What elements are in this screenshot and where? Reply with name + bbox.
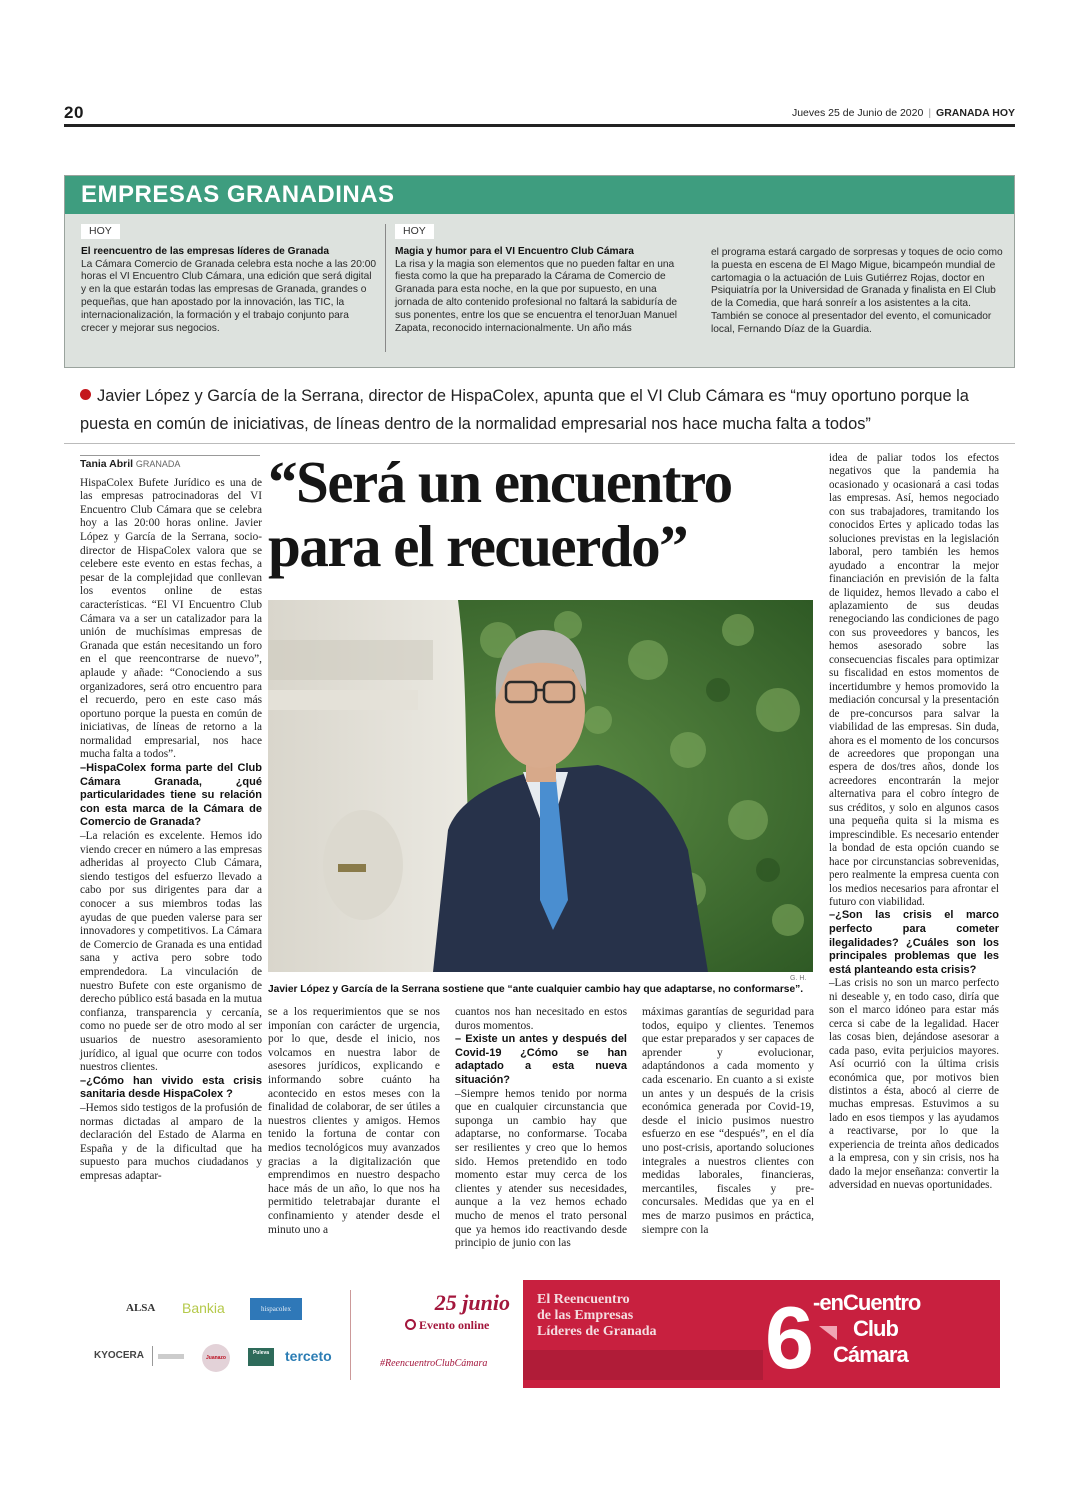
edition-number: 6 (765, 1288, 814, 1387)
paragraph: máximas garantías de seguridad para todos, equipo y clientes. Tenemos que estar preparados y ser capaces de aprender y evolucionar, adaptándonos a cada momento y cada escenario. En cuanto a si existe un antes y un después de la crisis económica generada por Covid-19, desde el inicio pusimos nuestro esfuerzo en ese “después”, en el día uno post-crisis, aportando soluciones integrales a nuestros clientes con medidas laborales, financieras, mercantiles, fiscales y pre-concursales. Medidas que ya en el mes de marzo pusimos en práctica, siempre con la (642, 1006, 814, 1236)
sponsor-logo-juanazo: Juanazo (202, 1344, 230, 1372)
byline-author: Tania Abril (80, 458, 134, 470)
photo-caption: Javier López y García de la Serrana sostiene que “ante cualquier cambio hay que adaptarse, no conformarse”. (268, 984, 804, 995)
event-brand-logo (813, 1290, 920, 1368)
byline (80, 458, 262, 472)
interview-answer: –Siempre hemos tenido por norma que en cualquier circunstancia que suponga un cambio hay que adaptarse, no conformarse. Tocaba ser resilientes y creo que lo hemos sido. Hemos pretendido en todo momento estar muy cerca de los clientes y atender sus necesidades, aunque a la vez hemos echado mucho de menos el trato personal que ya hemos ido reactivando desde principio de junio con las (455, 1087, 627, 1250)
globe-icon (405, 1319, 416, 1330)
lead-rule (64, 443, 1015, 444)
article-column-2 (268, 1006, 440, 1237)
bullet-icon (80, 389, 91, 400)
lead-text: Javier López y García de la Serrana, director de HispaColex, apunta que el VI Club Cámara es “muy oportuno porque la puesta en común de iniciativas, de líneas dentro de la normalidad empresarial nos hace mucha falta a todos” (80, 387, 969, 433)
event-type-label: Evento online (419, 1318, 490, 1332)
interview-question: –HispaColex forma parte del Club Cámara Granada, ¿qué particularidades tiene su relación con esta marca de la Cámara de Comercio de Granada? (80, 762, 262, 829)
advertisement[interactable] (80, 1278, 1000, 1390)
brief-title: Magia y humor para el VI Encuentro Club Cámara (395, 245, 634, 257)
section-briefs-box (64, 175, 1015, 368)
interview-answer: –La relación es excelente. Hemos ido viendo crecer en número a las empresas adheridas al proyecto Club Cámara, siendo testigos del esfuerzo llevado a cabo por sus dirigentes para dar a conocer a sus miembros todas las ayudas de que pueden valerse para ser innovadores y competitivos. La Cámara de Comercio de Granada es una entidad sana y activa pero sobre todo emprendedora. La vinculación de nuestro Bufete con este organismo de derecho público está basada en la mutua confianza, transparencia y cercanía, como no puede ser de otro modo al ser usuarios de nuestro asesoramiento jurídico, al igual que ocurre con todos nuestros clientes. (80, 830, 262, 1074)
sponsor-logo-kyocera: KYOCERA (94, 1350, 145, 1361)
logo-divider (152, 1346, 153, 1366)
byline-location: GRANADA (135, 459, 181, 469)
brief-divider (385, 224, 386, 352)
header-rule (64, 124, 1015, 127)
brand-line: -enCuentro (813, 1290, 921, 1315)
article-lead (80, 382, 1015, 438)
interview-question: –¿Son las crisis el marco perfecto para cometer ilegalidades? ¿Cuáles son los principales problemas que les está planteando esta crisis? (829, 909, 999, 976)
event-date: 25 junio (434, 1290, 510, 1315)
interview-answer: –Hemos sido testigos de la profusión de normas dictadas al amparo de la declaración del Estado de Alarma en España y de la dificultad que ha supuesto para muchos ciudadanos y empresas adaptar- (80, 1101, 262, 1182)
interview-question: –¿Cómo han vivido esta crisis sanitaria desde HispaColex ? (80, 1074, 262, 1101)
issue-date: Jueves 25 de Junio de 2020 (791, 107, 924, 119)
banner-line: El Reencuentro (537, 1292, 630, 1307)
newspaper-name: GRANADA HOY (936, 107, 1015, 119)
banner-building-strip (523, 1350, 763, 1380)
brief-tag: HOY (81, 224, 120, 239)
portrait-photo (268, 600, 813, 972)
brief-1 (81, 224, 379, 335)
brief-text: La Cámara Comercio de Granada celebra esta noche a las 20:00 horas el VI Encuentro Club Cámara, una edición que será digital y en la que estarán todas las empresas de Granada, grandes o pequeñas, que han apostado por la innovación, las TIC, la internacionalización, la formación y el trabajo conjunto para crecer y mejorar sus negocios. (81, 258, 377, 334)
brief-text: La risa y la magia son elementos que no pueden faltar en una fiesta como la que ha preparado la Cárama de Comercio de Granada para esta noche, en la que por supuesto, en una jornada de alto contenido profesional no faltará la sabiduría de sus ponentes, entre los que se encuentra el tenorJuan Manuel Zapata, reconocido internacionalmente. Un año más (395, 258, 678, 334)
event-type (405, 1318, 489, 1333)
photo-credit: G. H. (790, 975, 807, 982)
sponsor-logo-bankia: Bankia (182, 1300, 225, 1316)
brand-line: Cámara (833, 1342, 908, 1367)
brief-title: El reencuentro de las empresas líderes de Granada (81, 245, 330, 257)
event-banner[interactable] (523, 1280, 1000, 1388)
header-separator: | (928, 107, 932, 119)
banner-line: Líderes de Granada (537, 1324, 657, 1339)
brand-line: Club (853, 1316, 898, 1341)
sponsor-logo-small (158, 1354, 184, 1359)
article-photo (268, 600, 813, 972)
headline: “Será un encuentro para el recuerdo” (268, 449, 732, 579)
brief-2-continuation (711, 247, 1003, 337)
brief-tag: HOY (395, 224, 434, 239)
paragraph: HispaColex Bufete Jurídico es una de las empresas patrocinadoras del VI Encuentro Club Cámara que se celebra hoy a las 20:00 horas online. Javier López y García de la Serrana, socio-director de HispaColex valora que se celebere este evento en estas fechas, a pesar de la complejidad que conllevan los eventos online de estas características. “El VI Encuentro Club Cámara va a ser un catalizador para la unión de muchísimas empresas de Granada que están necesitando un foro en el que reencontrarse de nuevo”, aplaude y añade: “Conociendo a sus organizadores, será otro encuentro para el recuerdo, pero en este caso más oportuno porque la puesta en común de iniciativas, de líneas de retorno a la normalidad empresarial, nos hace mucha falta a todos”. (80, 476, 262, 761)
event-hashtag: #ReencuentroClubCámara (380, 1358, 488, 1369)
article-column-5 (829, 452, 999, 1193)
sponsor-logo-puleva: Puleva (248, 1348, 274, 1366)
interview-answer: –Las crisis no son un marco perfecto ni deseable y, en todo caso, diría que son el marco idóneo para estar más cerca si cabe de la legalidad. Hacer las cosas bien, dejándose asesorar a cada paso, evita perjuicios mayores. Así ocurrió con la última crisis económica que, por motivos bien distintos a ésta, abocó al cierre de muchas empresas. Estuvimos a su lado en esos tiempos y las ayudamos a reactivarse, por lo que la experiencia de treinta años dedicados a la empresa, con y sin crisis, nos ha dado la mejor enseñanza: convertir la adversidad en nuevas oportunidades. (829, 977, 999, 1192)
banner-line: de las Empresas (537, 1308, 634, 1323)
header-dateline (792, 107, 1015, 119)
banner-text (537, 1292, 657, 1340)
brief-text-continued: el programa estará cargado de sorpresas y toques de ocio como la puesta en escena de El Mago Migue, bicampeón mundial de cartomagia o la actuación de Luis Gutiérrez Rojas, doctor en Psiquiatría por la Universidad de Granada y finalista en El Club de la Comedia, que hará sonreír a los asistentes a la cita. También se conoce al presentador del evento, el comunicador local, Fernando Díaz de la Guardia. (711, 247, 1003, 335)
sponsor-logo-alsa: ALSA (126, 1302, 156, 1314)
article-column-1 (80, 458, 262, 1183)
paragraph: cuantos nos han necesitado en estos duros momentos. (455, 1006, 627, 1032)
article-column-3 (455, 1006, 627, 1251)
byline-rule (80, 455, 260, 456)
interview-question: – Existe un antes y después del Covid-19 ¿Cómo se han adaptado a esta nueva situación? (455, 1033, 627, 1086)
paragraph: se a los requerimientos que se nos imponían con carácter de urgencia, por lo que, desde el inicio, nos volcamos en nuestra labor de asesores jurídicos, explicando e informando sobre cuánto ha acontecido en estos meses con la finalidad de colaborar, de ser útiles a nuestros clientes y amigos. Hemos tenido la fortuna de contar con medios tecnológicos muy avanzados gracias a la digitalización que emprendimos en nuestro despacho hace más de un año, lo que nos ha permitido teletrabajar durante el confinamiento y atender desde el minuto uno a (268, 1006, 440, 1236)
article-column-4 (642, 1006, 814, 1237)
ad-divider (350, 1290, 351, 1380)
sponsor-logo-hispacolex: hispacolex (250, 1298, 302, 1320)
brief-2 (395, 224, 693, 335)
sponsor-logo-terceto: terceto (285, 1348, 332, 1364)
paragraph: idea de paliar todos los efectos negativos que la pandemia ha ocasionado y ocasionará a casi todas las empresas. Así, hemos negociado con sus trabajadores, tramitando los conocidos Ertes y aplicado todas las soluciones previstas en la legislación laboral, pero también les hemos ayudado a encontrar la mejor financiación en previsión de la falta de liquidez, hemos llevado a cabo el aplazamiento de sus deudas renegociando las condiciones de pago con sus proveedores y bancos, les hemos asesorado sobre las consecuencias fiscales para optimizar su fiscalidad en estos momentos de incertidumbre y hemos promovido la mediación concursal y la presentación de pre-concursos para salvar la viabilidad de las empresas. Sin duda, ahora es el momento de los concursos de acreedores que propongan una espera de dos/tres años, donde los acreedores encontrarán la mejor alternativa para el cobro íntegro de sus créditos, y solo en algunos casos una pequeña quita si la misma es imprescindible. Es necesario entender la bondad de esta opción cuando se hace por circunstancias sobrevenidas, pero realmente la empresa cuenta con los medios necesarios para afrontar el futuro con viabilidad. (829, 452, 999, 908)
section-title: EMPRESAS GRANADINAS (81, 181, 395, 208)
page-number: 20 (64, 103, 84, 122)
